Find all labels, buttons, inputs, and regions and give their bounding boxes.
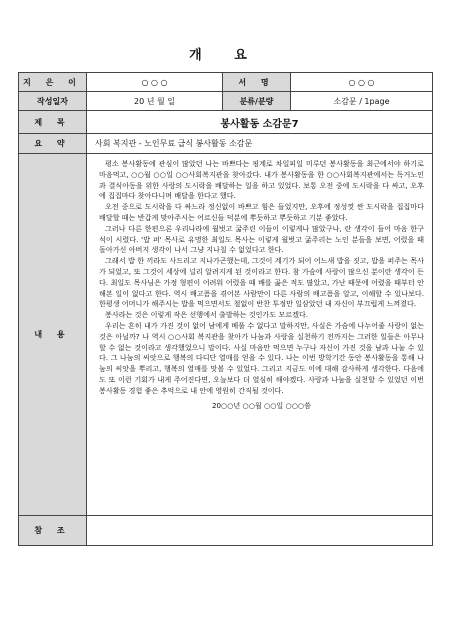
date-value: 20 년 월 일 [87,92,223,111]
content-cell [87,154,433,516]
content-paragraph: 봉사라는 것은 이렇게 작은 선행에서 출발하는 것인가도 모르겠다. [105,310,309,320]
content-row [19,154,433,516]
author-value: ○ ○ ○ [87,73,223,92]
content-paragraph: 우리는 흔히 내가 가진 것이 없어 남에게 베풀 수 없다고 말하지만, 사실은 가슴에 나누어줄 사랑이 없는 것은 아닐까? 나 역시 ○○사회 복지관을 찾아가 나눔과 사랑을 실천하기 전까지는 그러한 일들은 아무나 할 수 없는 것이라고 생각했었으니 말이다. 사실 마음만 먹으면 누구나 자신이 가진 것을 남과 나눌 수 있다. 그 나눔의 씨앗으로 행복의 다디단 열매를 얻을 수 있다. 나는 이번 방학기간 동안 봉사활동을 통해 나눔의 씨앗을 뿌리고, 행복의 열매를 맛볼 수 있었다. 그리고 지금도 이에 대해 감사하게 생각한다. 다음에도 또 이런 기회가 내게 주어진다면, 오늘보다 더 열심히 해야겠다. 사랑과 나눔을 실천할 수 있었던 이번 봉사활동 경험 좋은 추억으로 내 안에 영원히 간직될 것이다. [99,320,424,395]
content-paragraph: 그러나 다른 한편으론 우리나라에 월벗고 굶주린 이들이 이렇게나 많았구나, 란 생각이 들어 마음 한구석이 시렸다. '밥 퍼' 목사로 유명한 최일도 목사는 이렇게 월벗고 굶주리는 노인 분들을 보면, 어렸을 때 돌아가신 아버지 생각이 나서 그냥 지나칠 수 없었다고 한다. [99,223,424,255]
category-label: 분류/분량 [223,92,291,111]
subject-label: 제 목 [19,111,87,134]
author-row [19,73,433,92]
content-body [87,154,432,415]
sign-label: 서 명 [223,73,291,92]
subject-row [19,111,433,134]
category-value: 소감문 / 1page [291,92,433,111]
date-row [19,92,433,111]
sign-value: ○ ○ ○ [291,73,433,92]
content-date: 20○○년 ○○월 ○○일 ○○○씀 [212,400,311,410]
content-paragraph: 오전 중으로 도시락을 다 싸느라 정신없이 바쁘고 힘은 들었지만, 오후에 정성껏 싼 도시락을 집집마다 배달할 때는 반갑게 맞아주시는 어르신들 덕분에 뿌듯하고 뿌듯하고 기분 좋았다. [99,202,424,222]
reference-value [87,516,433,546]
content-paragraph: 그래서 밥 한 끼라도 사드리고 지나가곤했는데, 그것이 계기가 되어 어느새 밥을 짓고, 밥을 퍼주는 목사가 되었고, 또 그것이 세상에 널리 알려지게 된 것이라고 한다. 참 가슴에 사랑이 많으신 분이란 생각이 든다. 최일도 목사님은 가정 형편이 어려워 어렸을 때 배를 곯은 적도 많았고, 가난 때문에 어렸을 때부터 안 해본 일이 없다고 한다. 역시 배고픔을 겪어본 사람만이 다른 사람의 배고픔을 알고, 이해할 수 있나보다. 한평생 어머니가 해주시는 밥을 먹으면서도 철없이 반찬 투정만 일삼았던 내 자신이 부끄럽게 느껴졌다. [99,256,424,309]
subject-value: 봉사활동 소감문7 [87,111,433,134]
overview-table [18,72,433,546]
date-label: 작성일자 [19,92,87,111]
page-title: 개 요 [189,48,261,63]
summary-row [19,134,433,154]
content-label: 내 용 [19,154,87,516]
author-label: 지 은 이 [19,73,87,92]
reference-label: 참 조 [19,516,87,546]
summary-label: 요 약 [19,134,87,154]
summary-value: 사회 복지관 - 노인무료 급식 봉사활동 소감문 [87,134,433,154]
content-paragraph: 평소 봉사활동에 관심이 많았던 나는 바쁘다는 핑계로 차일피일 미루던 봉사활동을 최근에서야 하기로 마음먹고, ○○월 ○○일 ○○사회복지관을 찾아갔다. 내가 봉사활동을 한 ○○사회복지관에서는 독거노인과 결식아동을 위한 사랑의 도시락을 배달하는 일을 하고 있었다. 보통 오전 중에 도시락을 다 싸고, 오후에 집집마다 찾아다니며 배달을 한다고 했다. [99,159,424,201]
reference-row [19,516,433,546]
